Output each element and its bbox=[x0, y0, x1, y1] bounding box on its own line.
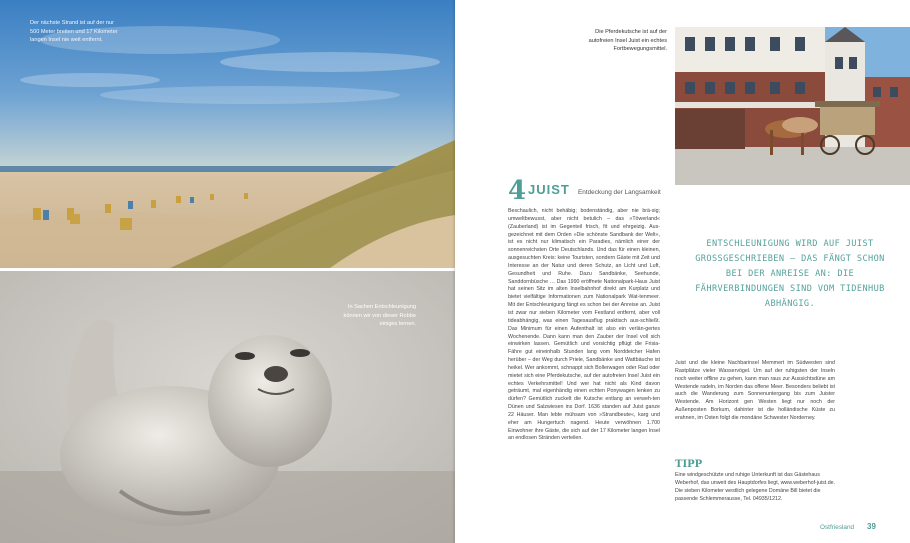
body-column-2: Juist und die kleine Nachbarinsel Memmert im Südwesten sind Rastplätze vieler Wasservögel. Um auf der ruhigsten der Inseln noch weiter offline zu gehen, kann man raus zur Aussichtsdüne am Westende radeln, im Norden das offene Meer. Besonders beliebt ist auch die Wanderung zum Sonnenuntergang bis zum Juister Westende. Am Horizont gen Westen liegt nur noch der Außenposten Borkum, dahinter ist die holländische Küste zu erahnen, im Osten folgt die mondäne Schwester Norderney. bbox=[675, 360, 835, 421]
body-column-1 bbox=[508, 208, 660, 443]
tipp-text: Eine windgeschützte und ruhige Unterkunft ist das Gästehaus Weberhof, das unweit des Hauptdorfes liegt, www.weberhof-juist.de. Die sieben Kilometer westlich gelegene Domäne Bill bietet die passende Schlemmerausse, Tel. 04935/1212. bbox=[675, 472, 836, 502]
beach-caption: Der nächste Strand ist auf der nur 500 Meter breiten und 17 Kilometer langen Insel nie weit entfernt. bbox=[30, 20, 118, 44]
right-page bbox=[455, 0, 910, 543]
carriage-caption: Die Pferdekutsche ist auf der autofreien Insel Juist ein echtes Fortbewegungsmittel. bbox=[588, 29, 667, 53]
section-title: JUIST bbox=[528, 182, 570, 197]
carriage-photo bbox=[675, 27, 910, 185]
body-text-1: Beschaulich, nicht behäbig; bodenständig, aber nie brä-sig; umweltbewusst, aber nicht betulich – das »Töwerland« (Zauberland) ist im Gegenteil frisch, fit und ehrgeizig. Aus-gezeichnet mit dem Orden »Die schönste Sandbank der Welt«, ist es nicht nur klimatisch ein Paradies, nämlich einer der sonnenreichsten Orte Deutschlands. Und das für einen kleinen, ausgesuchten Kreis: keine Touristen, sondern Gäste mit Zeit und Interesse an der Natur und deren Schutz, an Licht und Luft, Gesundheit und Ruhe. Dazu Sandbänke, Seehunde, Sanddornbüsche … Das 1990 eröffnete Nationalpark-Haus Juist hat seinen Sitz im alten Inselbahnhof direkt am Kurplatz und bietet vielfältige Informationen zum Nationalpark Wat-tenmeer. Mit der Entschleunigung fängt es schon bei der Anreise an. Juist ist zwar nur sieben Kilometer vom Festland entfernt, aber voll tideabhängig, was einen Tagesausflug praktisch aus-schließt. Das Minimum für einen Aufenthalt ist also ein verlän-gertes Wochenende. Dann kann man den Zauber der Insel voll sich einwirken lassen. Gemütlich und vorsichtig pflügt die Frisia-Fähre gut eineinhalb Stunden lang vom Norddeicher Hafen herüber – der Weg durch Priele, Sandbänke und Wattbäuche ist heikel. Wer ankommt, schnappt sich Bollerwagen oder Rad oder mietet sich eine Pferdekutsche, auf der autofreien Insel Juist ein echtes Verkehrsmittel! Und wer hat nicht als Kind davon geträumt, mal eigenhändig einen echten Ponywagen lenken zu dürfen? Gemütlich zuckelt die Kutsche entlang an verweh-ten Dünen und Salzwiesen ins Dorf. 1636 standen auf Juist ganze 22 Häuser. Man lebte mühsam von »Strandbeute«, karg und eher am Hungertuch nagend. Heute verwöhnen 1.700 Einwohner ihre Gäste, die sich auf der 17 Kilometer langen Insel an endlosen Stränden verteilen. bbox=[508, 208, 660, 442]
footer-region: Ostfriesland bbox=[820, 524, 855, 531]
section-subtitle: Entdeckung der Langsamkeit bbox=[578, 189, 661, 196]
seal-caption: In Sachen Entschleunigung können wir von dieser Robbe einiges lernen. bbox=[343, 304, 416, 328]
page-number: 39 bbox=[867, 522, 876, 531]
tipp-label: TIPP bbox=[675, 459, 703, 470]
pull-quote: ENTSCHLEUNIGUNG WIRD AUF JUIST GROSSGESCHRIEBEN – DAS FÄNGT SCHON BEI DER ANREISE AN: DIE FÄHRVERBINDUNGEN SIND VOM TIDENHUB ABHÄNGIG. bbox=[695, 239, 885, 309]
section-number: 4 bbox=[508, 176, 527, 206]
